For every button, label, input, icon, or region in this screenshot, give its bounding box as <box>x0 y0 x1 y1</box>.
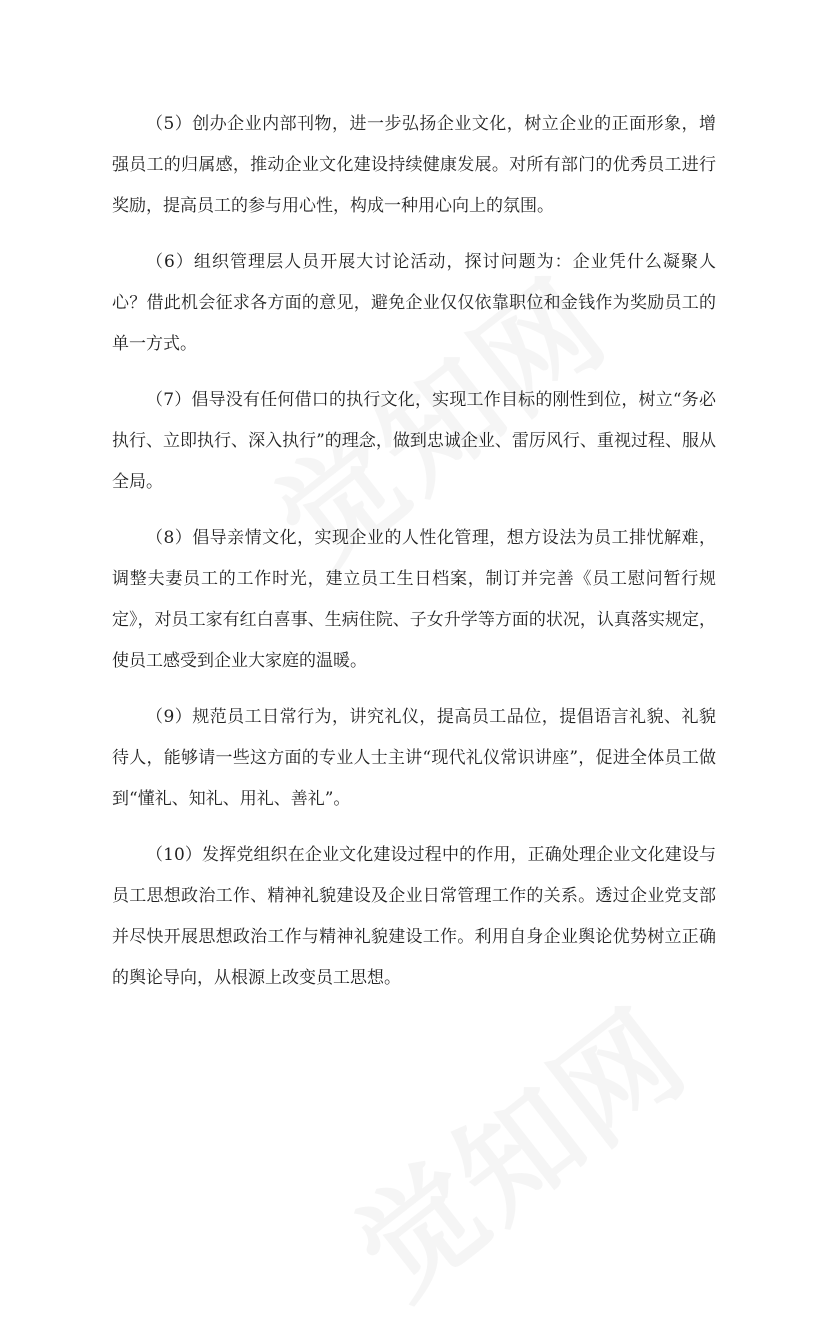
document-body <box>112 104 716 1014</box>
paragraph-item-10: （10）发挥党组织在企业文化建设过程中的作用，正确处理企业文化建设与员工思想政治工作、精神礼貌建设及企业日常管理工作的关系。透过企业党支部并尽快开展思想政治工作与精神礼貌建设工作。利用自身企业舆论优势树立正确的舆论导向，从根源上改变员工思想。 <box>112 845 716 988</box>
paragraph-item-5: （5）创办企业内部刊物，进一步弘扬企业文化，树立企业的正面形象，增强员工的归属感，推动企业文化建设持续健康发展。对所有部门的优秀员工进行奖励，提高员工的参与用心性，构成一种用心向上的氛围。 <box>112 114 716 216</box>
paragraph-item-7: （7）倡导没有任何借口的执行文化，实现工作目标的刚性到位，树立“务必执行、立即执行、深入执行”的理念，做到忠诚企业、雷厉风行、重视过程、服从全局。 <box>112 390 716 492</box>
watermark <box>316 964 715 1328</box>
paragraph-item-8: （8）倡导亲情文化，实现企业的人性化管理，想方设法为员工排忧解难，调整夫妻员工的工作时光，建立员工生日档案，制订并完善《员工慰问暂行规定》，对员工家有红白喜事、生病住院、子女升学等方面的状况，认真落实规定，使员工感受到企业大家庭的温暖。 <box>112 528 716 671</box>
paragraph-item-9: （9）规范员工日常行为，讲究礼仪，提高员工品位，提倡语言礼貌、礼貌待人，能够请一些这方面的专业人士主讲“现代礼仪常识讲座”，促进全体员工做到“懂礼、知礼、用礼、善礼”。 <box>112 707 716 809</box>
paragraph-item-6: （6）组织管理层人员开展大讨论活动，探讨问题为：企业凭什么凝聚人心？借此机会征求各方面的意见，避免企业仅仅依靠职位和金钱作为奖励员工的单一方式。 <box>112 252 716 354</box>
